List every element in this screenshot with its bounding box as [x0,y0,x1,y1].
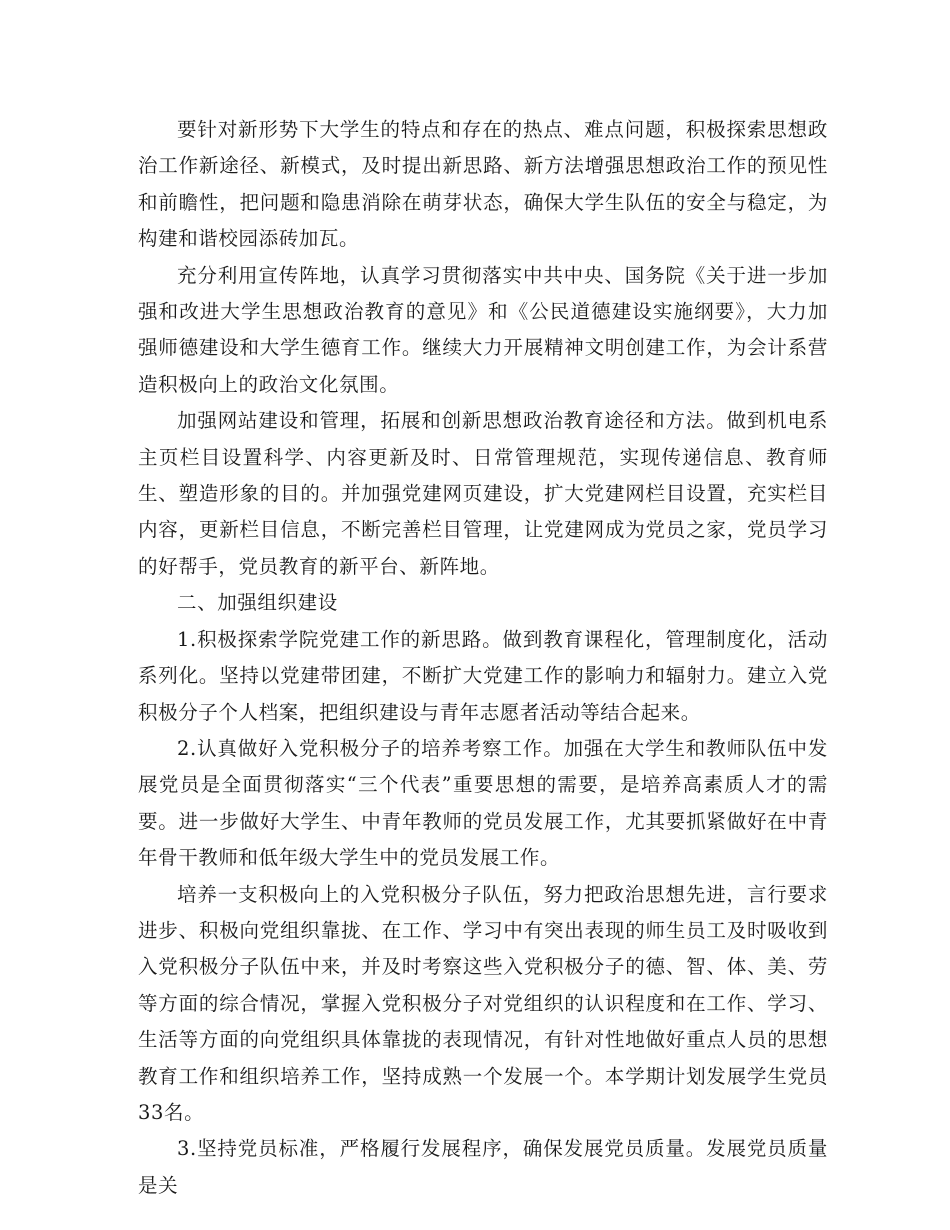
paragraph-item-3: 3.坚持党员标准，严格履行发展程序，确保发展党员质量。发展党员质量是关 [138,1137,828,1197]
paragraph-4: 培养一支积极向上的入党积极分子队伍，努力把政治思想先进，言行要求进步、积极向党组织靠拢、在工作、学习中有突出表现的师生员工及时吸收到入党积极分子队伍中来，并及时考察这些入党积极分子的德、智、体、美、劳等方面的综合情况，掌握入党积极分子对党组织的认识程度和在工作、学习、生活等方面的向党组织具体靠拢的表现情况，有针对性地做好重点人员的思想教育工作和组织培养工作，坚持成熟一个发展一个。本学期计划发展学生党员33名。 [138,882,828,1124]
paragraph-item-2: 2.认真做好入党积极分子的培养考察工作。加强在大学生和教师队伍中发展党员是全面贯彻落实“三个代表”重要思想的需要，是培养高素质人才的需要。进一步做好大学生、中青年教师的党员发展工作，尤其要抓紧做好在中青年骨干教师和低年级大学生中的党员发展工作。 [138,736,828,870]
paragraph-3: 加强网站建设和管理，拓展和创新思想政治教育途径和方法。做到机电系主页栏目设置科学、内容更新及时、日常管理规范，实现传递信息、教育师生、塑造形象的目的。并加强党建网页建设，扩大党建网栏目设置，充实栏目内容，更新栏目信息，不断完善栏目管理，让党建网成为党员之家，党员学习的好帮手，党员教育的新平台、新阵地。 [138,409,828,578]
paragraph-1: 要针对新形势下大学生的特点和存在的热点、难点问题，积极探索思想政治工作新途径、新模式，及时提出新思路、新方法增强思想政治工作的预见性和前瞻性，把问题和隐患消除在萌芽状态，确保大学生队伍的安全与稳定，为构建和谐校园添砖加瓦。 [138,118,828,251]
document-body [138,112,828,1204]
paragraph-item-1: 1.积极探索学院党建工作的新思路。做到教育课程化，管理制度化，活动系列化。坚持以党建带团建，不断扩大党建工作的影响力和辐射力。建立入党积极分子个人档案，把组织建设与青年志愿者活动等结合起来。 [138,627,828,724]
section-heading: 二、加强组织建设 [177,591,338,615]
paragraph-2: 充分利用宣传阵地，认真学习贯彻落实中共中央、国务院《关于进一步加强和改进大学生思想政治教育的意见》和《公民道德建设实施纲要》，大力加强师德建设和大学生德育工作。继续大力开展精神文明创建工作，为会计系营造积极向上的政治文化氛围。 [138,263,828,396]
